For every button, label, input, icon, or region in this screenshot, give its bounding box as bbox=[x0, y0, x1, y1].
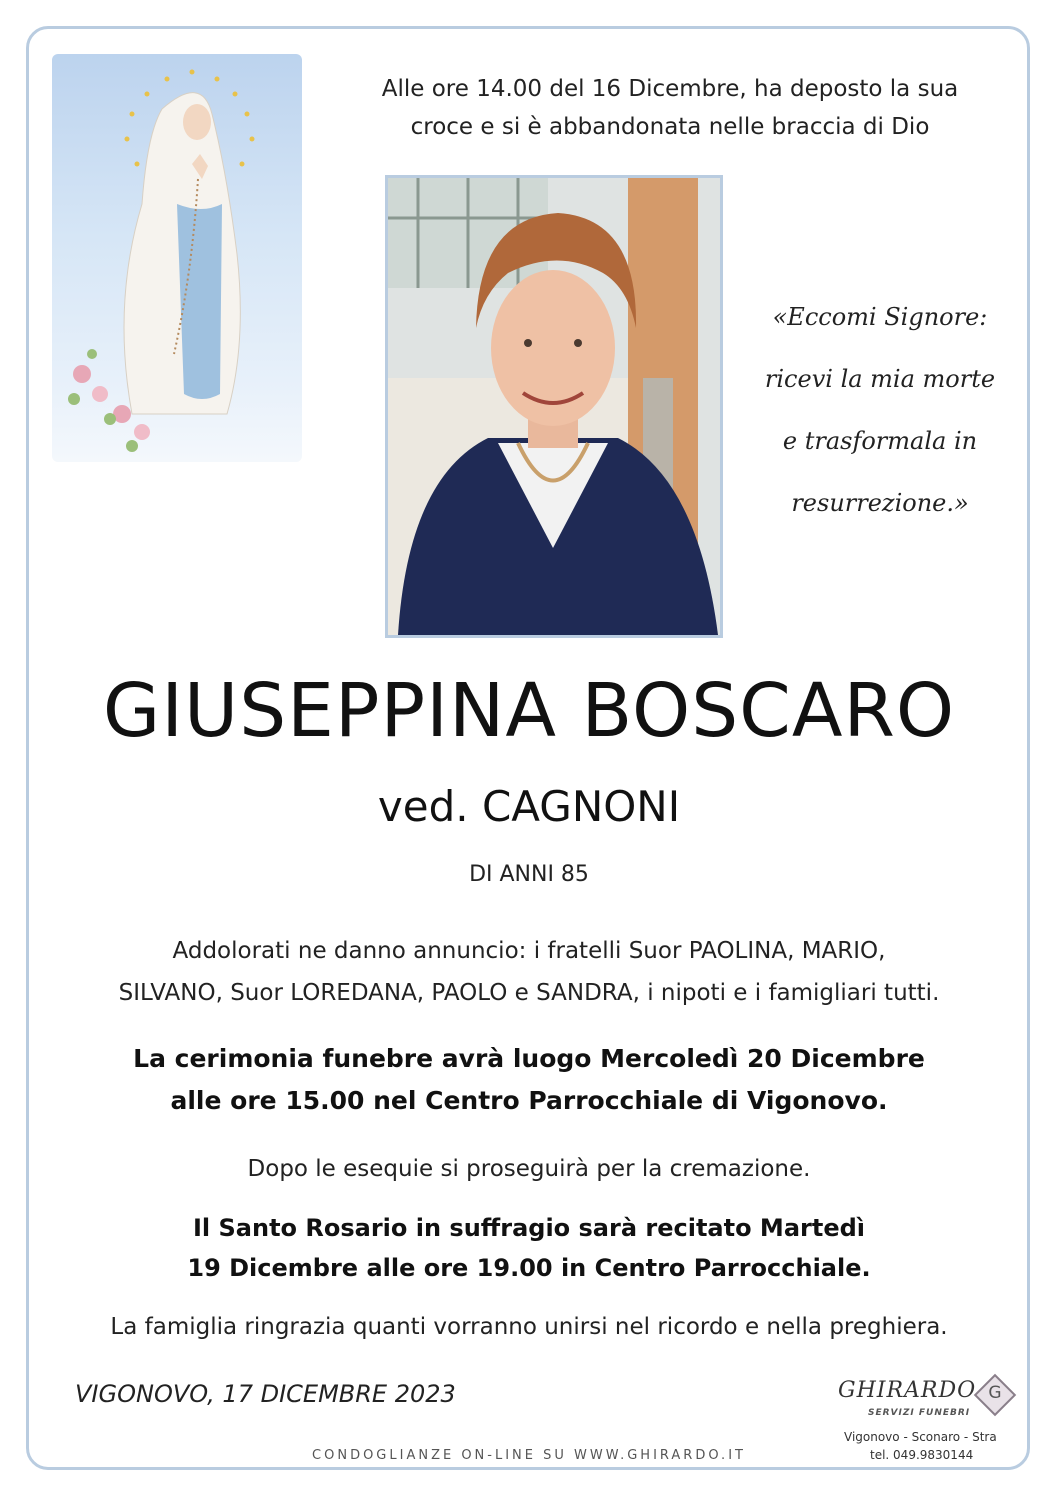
funeral-home-locations: Vigonovo - Sconaro - Stra bbox=[844, 1430, 997, 1444]
intro-line-2: croce e si è abbandonata nelle braccia di Dio bbox=[410, 114, 930, 140]
widow-of: ved. CAGNONI bbox=[377, 782, 681, 831]
quote-line-3: e trasformala in bbox=[782, 427, 978, 455]
ceremony-line-1: La cerimonia funebre avrà luogo Mercoledì 20 Dicembre bbox=[133, 1044, 925, 1073]
ceremony-text bbox=[40, 1038, 1018, 1122]
ceremony-line-2: alle ore 15.00 nel Centro Parrocchiale di Vigonovo. bbox=[170, 1086, 888, 1115]
announcement-text bbox=[40, 930, 1018, 1014]
intro-text bbox=[330, 70, 1010, 146]
thanks-text: La famiglia ringrazia quanti vorranno unirsi nel ricordo e nella preghiera. bbox=[110, 1314, 948, 1340]
funeral-home-phone: tel. 049.9830144 bbox=[870, 1448, 974, 1462]
place-date: VIGONOVO, 17 DICEMBRE 2023 bbox=[75, 1380, 456, 1408]
funeral-home-name: GHIRARDO bbox=[838, 1378, 977, 1403]
age-text: DI ANNI 85 bbox=[469, 862, 589, 887]
madonna-illustration bbox=[52, 54, 302, 462]
madonna-image bbox=[52, 54, 302, 462]
funeral-home-badge-letter: G bbox=[988, 1383, 1002, 1403]
rosary-line-2: 19 Dicembre alle ore 19.00 in Centro Parrocchiale. bbox=[187, 1254, 871, 1282]
rosary-text bbox=[40, 1208, 1018, 1288]
quote-line-1: «Eccomi Signore: bbox=[772, 303, 988, 331]
cremation-text: Dopo le esequie si proseguirà per la cremazione. bbox=[247, 1156, 811, 1182]
condolences-link[interactable]: CONDOGLIANZE ON-LINE SU WWW.GHIRARDO.IT bbox=[312, 1448, 746, 1463]
quote-line-4: resurrezione.» bbox=[791, 489, 969, 517]
funeral-home-subtitle: SERVIZI FUNEBRI bbox=[868, 1408, 971, 1418]
quote-text bbox=[745, 286, 1015, 534]
portrait-illustration bbox=[388, 178, 720, 635]
intro-line-1: Alle ore 14.00 del 16 Dicembre, ha deposto la sua bbox=[381, 76, 959, 102]
deceased-name: GIUSEPPINA BOSCARO bbox=[102, 668, 956, 754]
announcement-line-2: SILVANO, Suor LOREDANA, PAOLO e SANDRA, i nipoti e i famigliari tutti. bbox=[118, 980, 940, 1006]
announcement-line-1: Addolorati ne danno annuncio: i fratelli Suor PAOLINA, MARIO, bbox=[172, 938, 886, 964]
rosary-line-1: Il Santo Rosario in suffragio sarà recitato Martedì bbox=[193, 1214, 865, 1242]
quote-line-2: ricevi la mia morte bbox=[764, 365, 996, 393]
portrait-photo bbox=[385, 175, 723, 638]
